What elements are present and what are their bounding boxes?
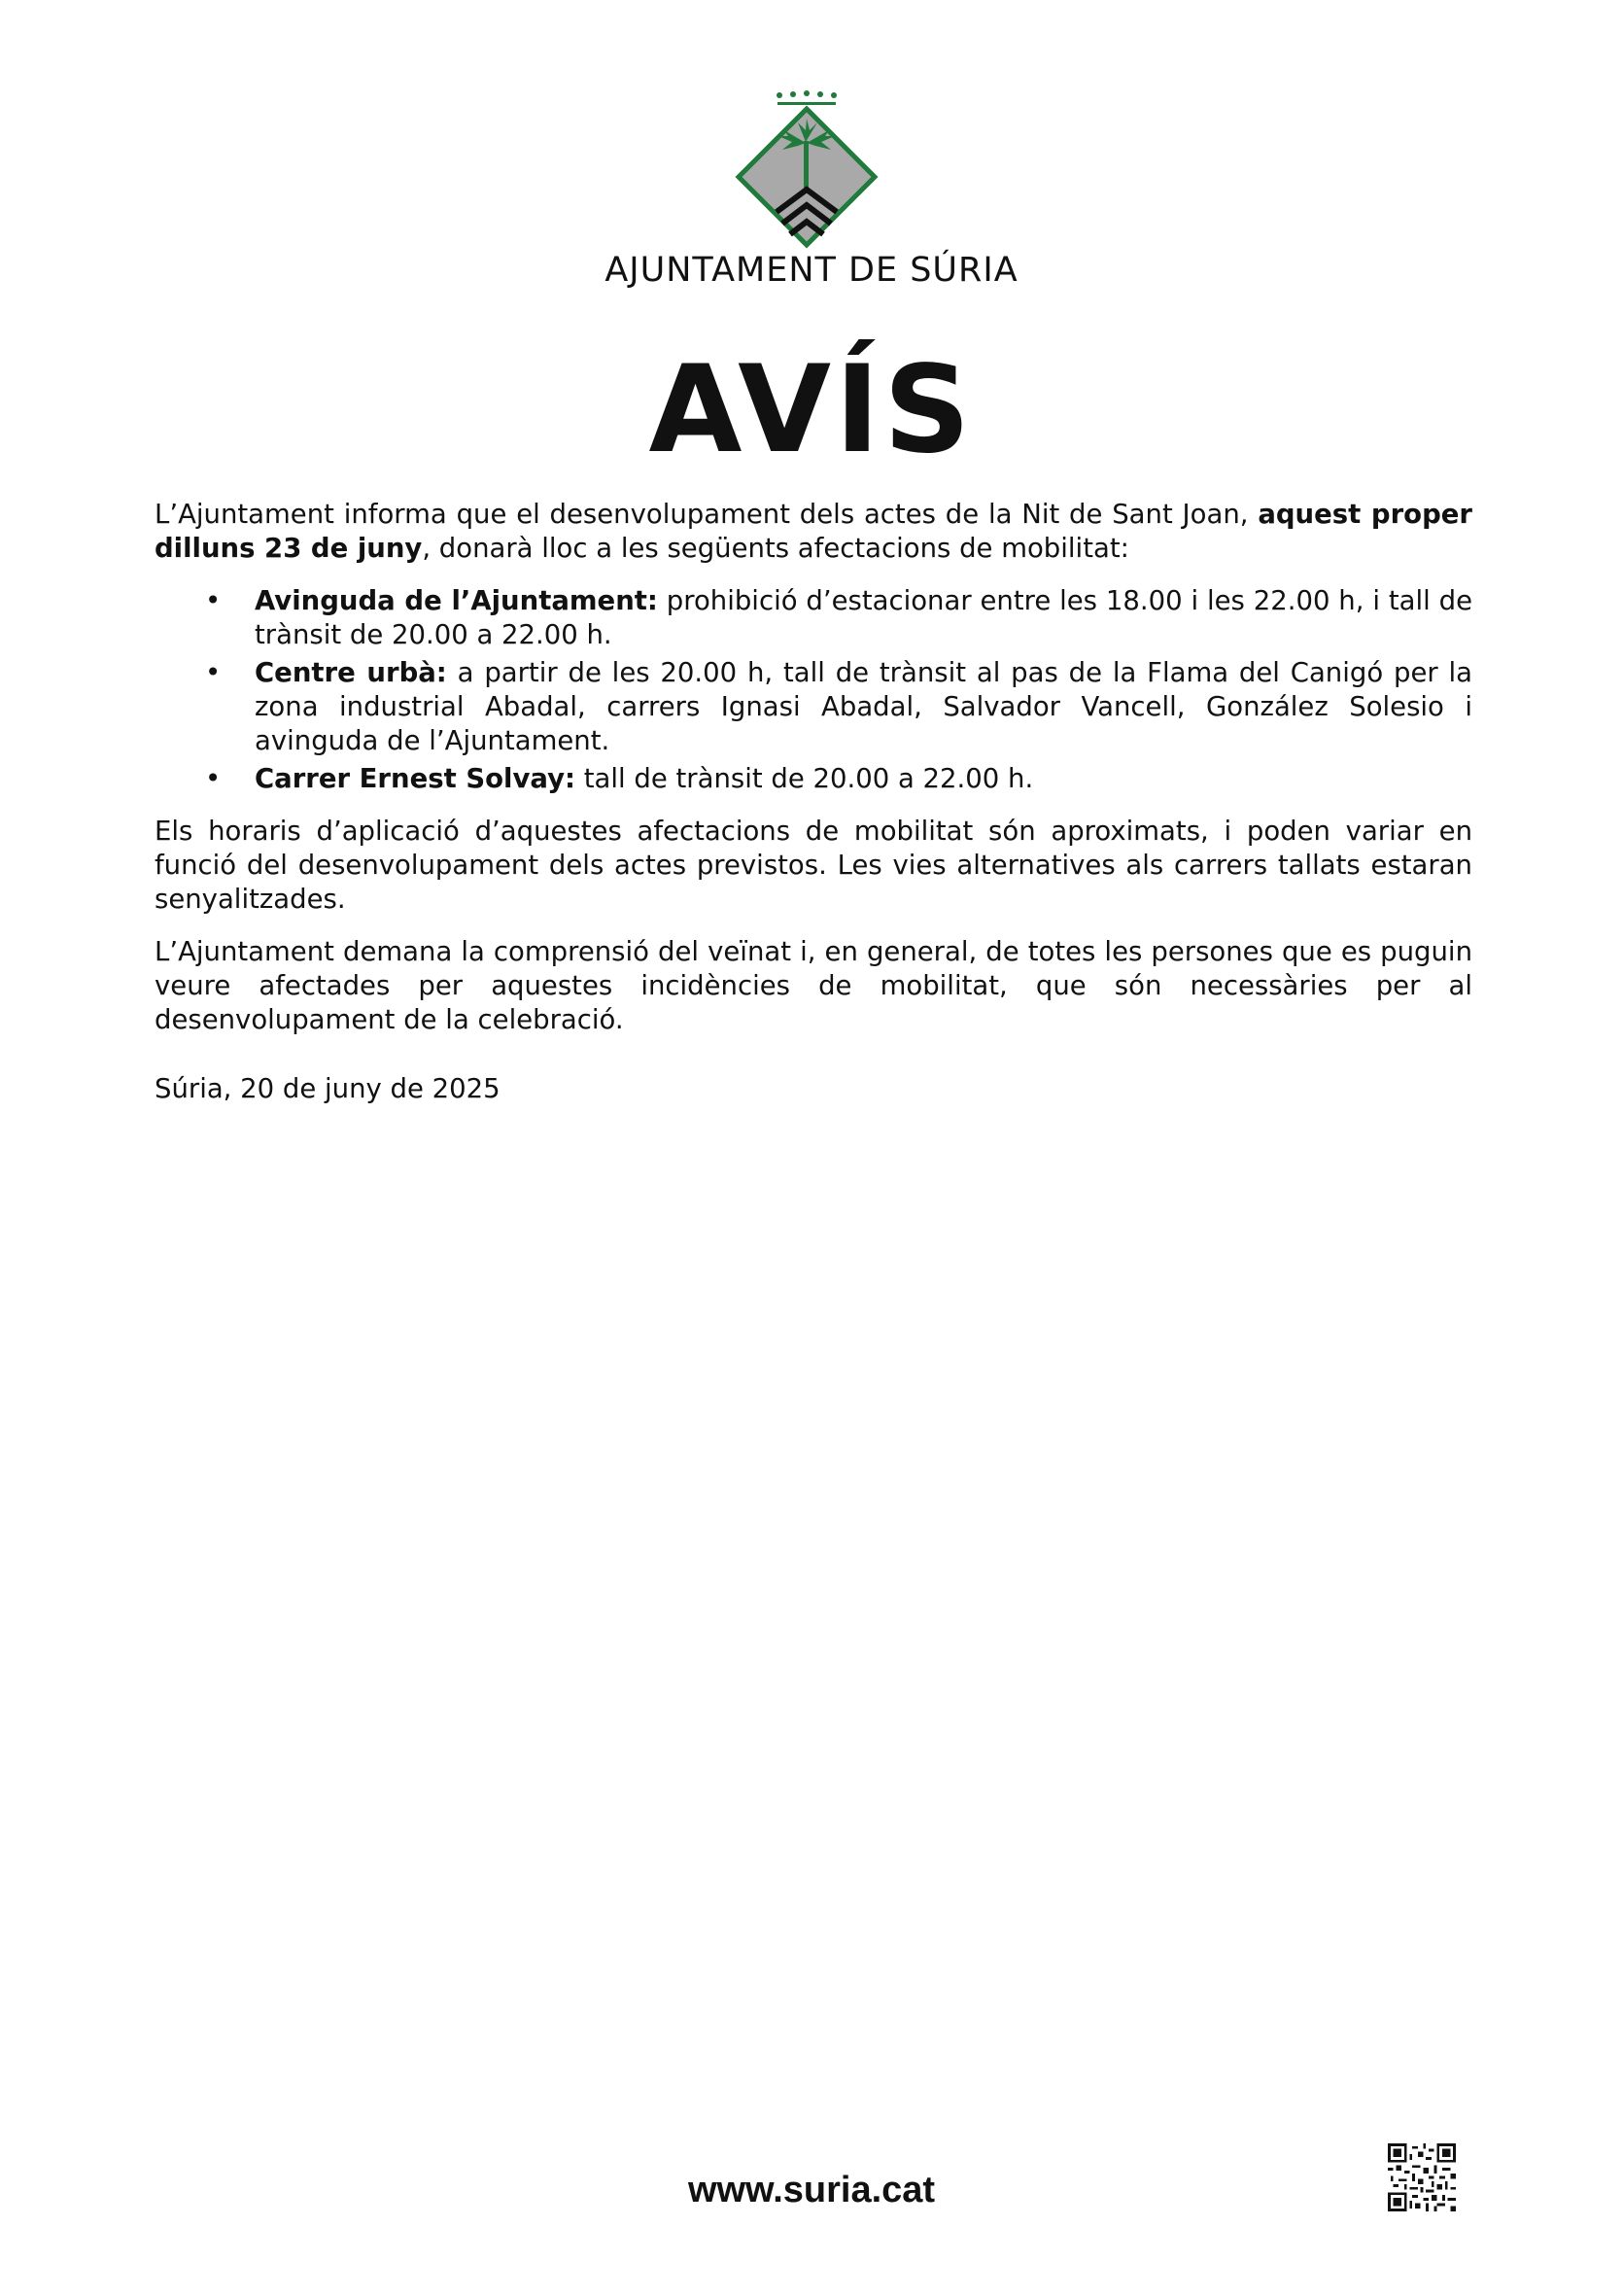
bullet-icon: • [205, 763, 222, 794]
list-item [155, 656, 1472, 758]
list-item [155, 584, 1472, 652]
website-link[interactable]: www.suria.cat [687, 2170, 936, 2210]
qr-code-icon [1388, 2143, 1456, 2211]
schedule-paragraph: Els horaris d’aplicació d’aquestes afectacions de mobilitat són aproximats, i poden variar en funció del desenvolupament dels actes previstos. Les vies alternatives als carrers tallats estaran senyalitzades. [155, 816, 1472, 915]
intro-paragraph: L’Ajuntament informa que el desenvolupament dels actes de la Nit de Sant Joan, aquest proper dilluns 23 de juny, donarà lloc a les següents afectacions de mobilitat: [155, 499, 1472, 564]
bullet-icon: • [205, 585, 222, 616]
item-label: Centre urbà: [255, 657, 447, 688]
affectations-list [155, 584, 1472, 796]
request-paragraph: L’Ajuntament demana la comprensió del veïnat i, en general, de totes les persones que es puguin veure afectades per aquestes incidències de mobilitat, que són necessàries per al desenvolupament de la celebració. [155, 936, 1472, 1035]
item-label: Avinguda de l’Ajuntament: [255, 585, 658, 616]
bullet-icon: • [205, 657, 222, 688]
notice-body [155, 498, 1472, 1125]
coat-of-arms-icon [734, 87, 889, 253]
date-line: Súria, 20 de juny de 2025 [155, 1073, 501, 1104]
item-text: tall de trànsit de 20.00 a 22.00 h. [575, 763, 1034, 794]
organization-name: AJUNTAMENT DE SÚRIA [604, 251, 1019, 290]
intro-highlight: aquest proper dilluns 23 de juny [155, 499, 1472, 564]
item-text: prohibició d’estacionar entre les 18.00 i les 22.00 h, i tall de trànsit de 20.00 a 22.00 h. [255, 585, 1472, 650]
item-label: Carrer Ernest Solvay: [255, 763, 575, 794]
notice-title: AVÍS [648, 340, 975, 480]
item-text: a partir de les 20.00 h, tall de trànsit al pas de la Flama del Canigó per la zona industrial Abadal, carrers Ignasi Abadal, Salvador Vancell, González Solesio i avinguda de l’Ajuntament. [255, 657, 1472, 756]
list-item [155, 762, 1472, 796]
